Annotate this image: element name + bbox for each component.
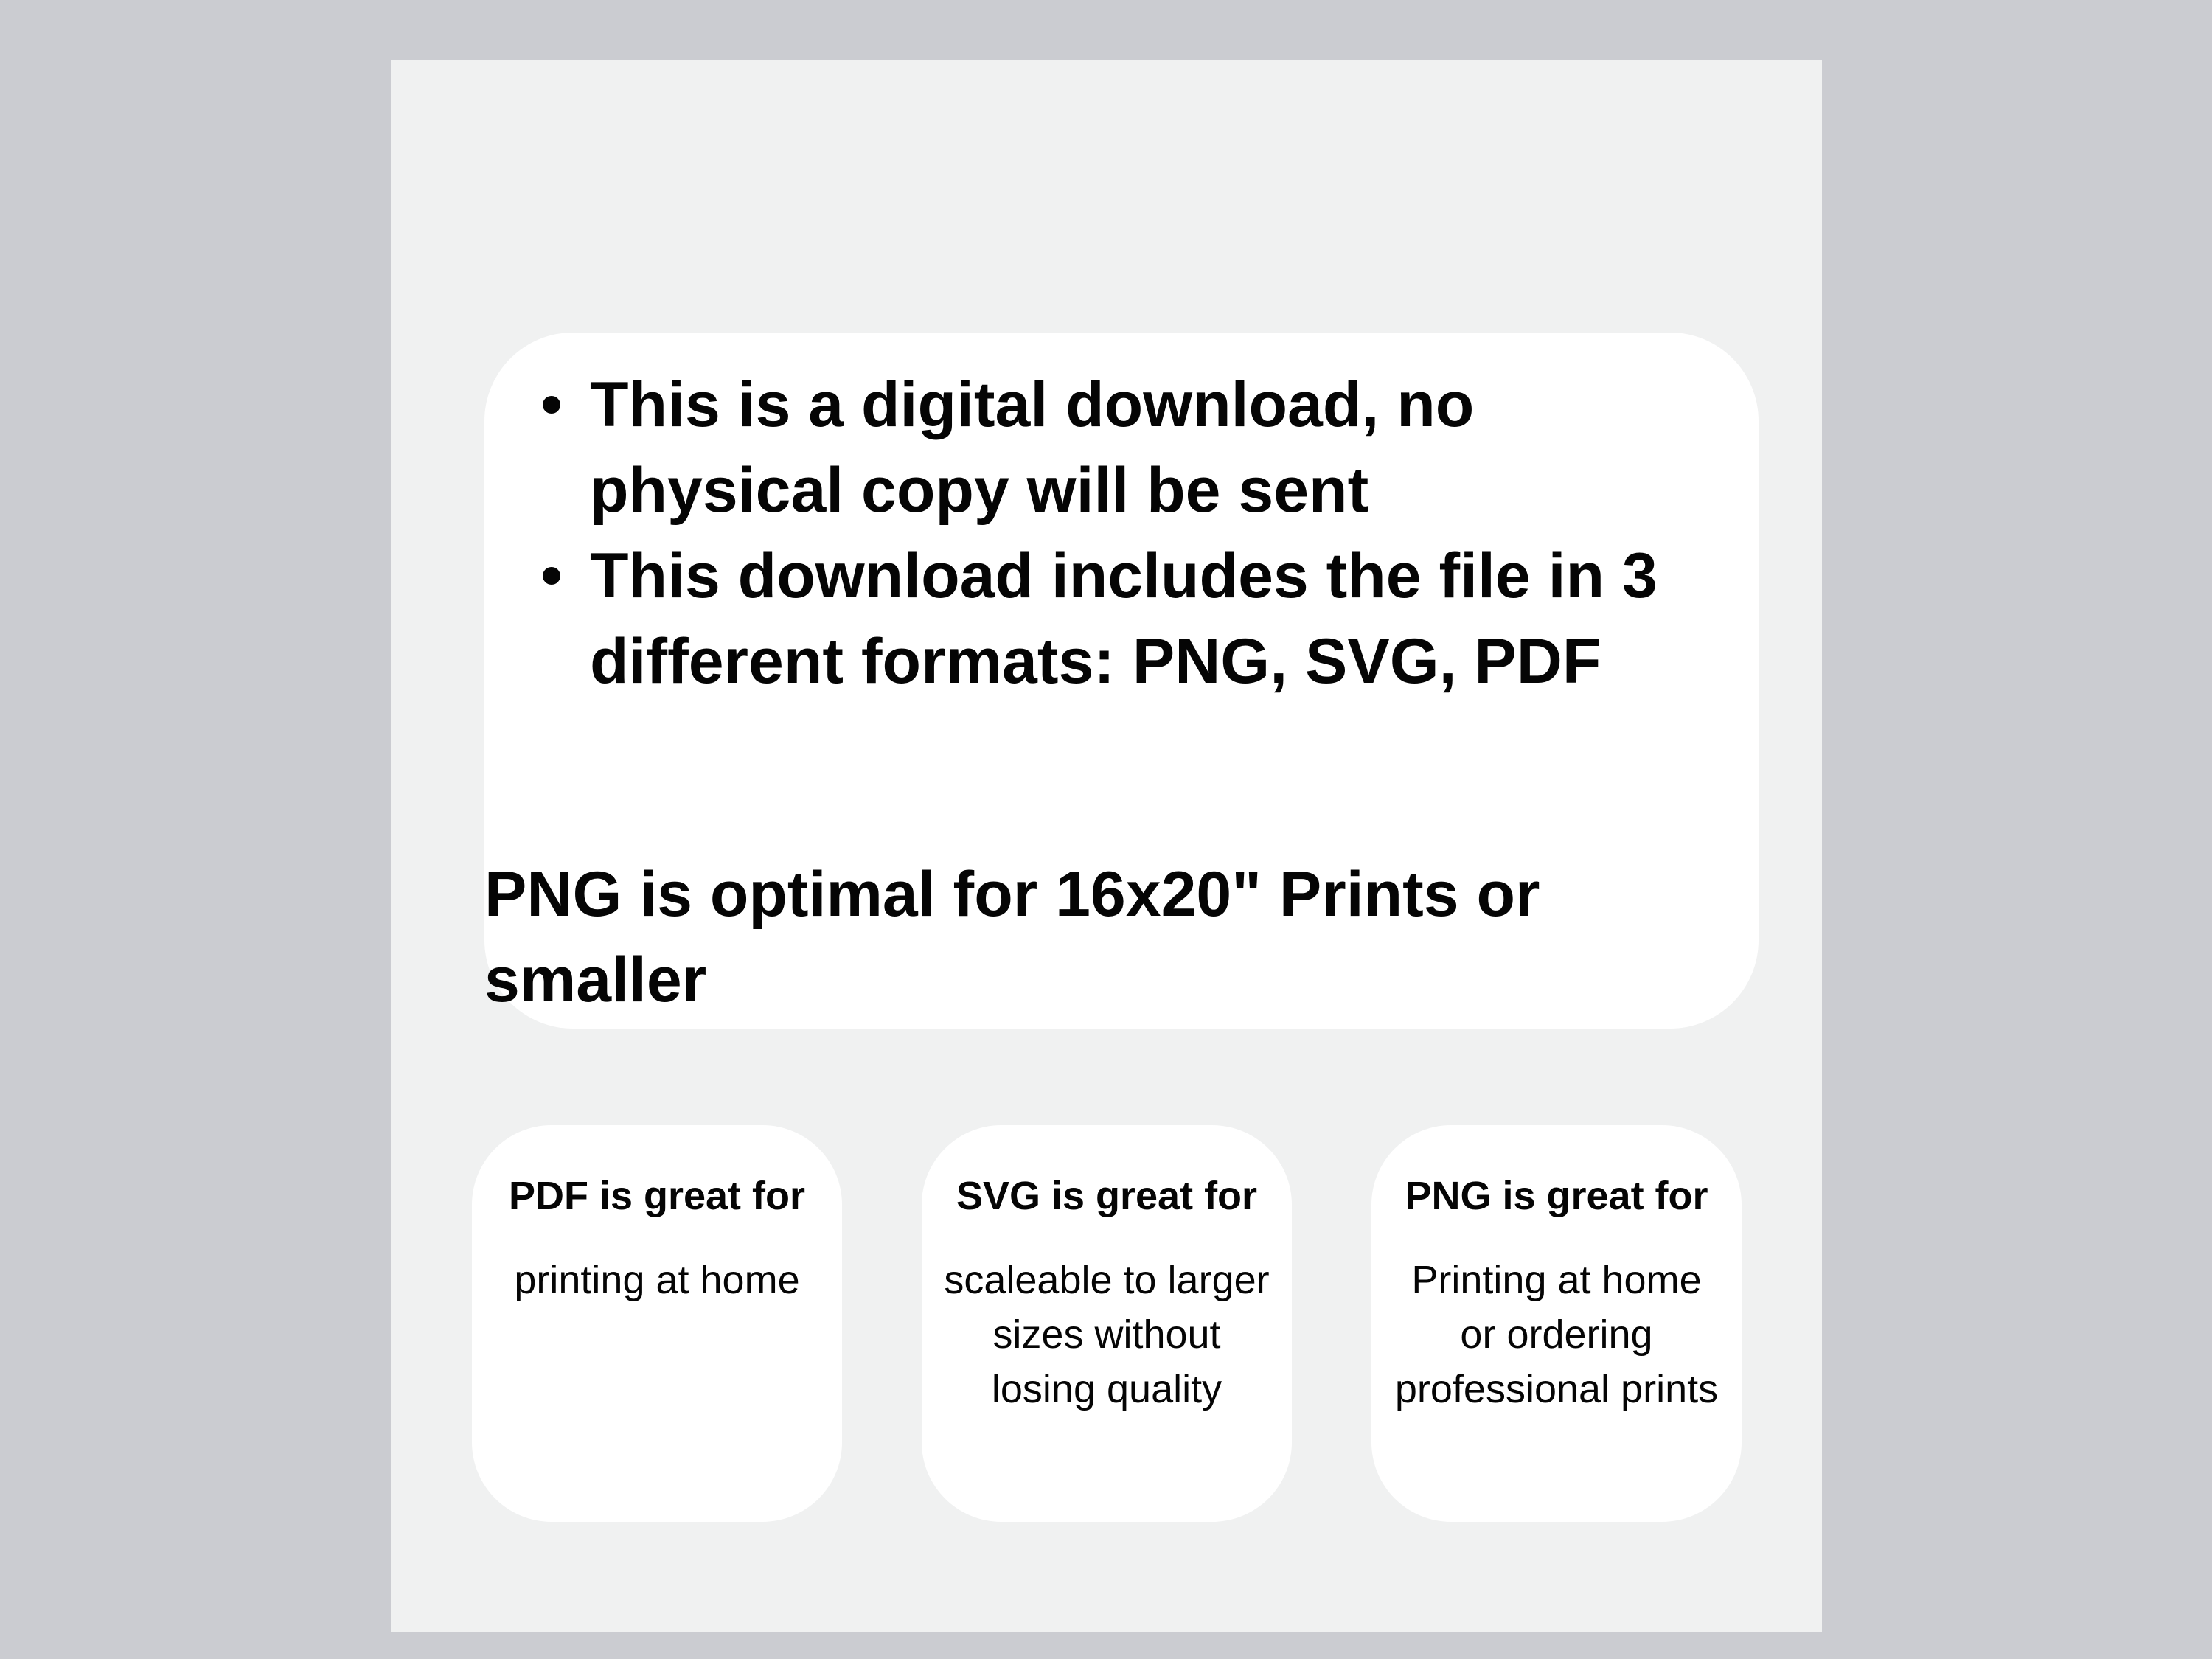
list-item — [590, 533, 1723, 704]
bullet-icon — [543, 567, 560, 585]
format-card-description: scaleable to larger sizes without losing quality — [944, 1258, 1270, 1411]
bullet-text: This download includes the file in 3 different formats: PNG, SVG, PDF — [590, 540, 1658, 697]
png-format-card — [1371, 1125, 1742, 1522]
png-size-note: PNG is optimal for 16x20" Prints or smaller — [484, 859, 1540, 1015]
download-info-card — [484, 333, 1759, 1029]
bullet-text: This is a digital download, no physical copy will be sent — [590, 369, 1475, 526]
format-card-title: PNG is great for — [1405, 1174, 1708, 1218]
list-item — [590, 362, 1723, 533]
pdf-format-card — [472, 1125, 842, 1522]
bullet-icon — [543, 396, 560, 414]
format-card-title: SVG is great for — [956, 1174, 1258, 1218]
format-card-description: printing at home — [514, 1258, 800, 1302]
format-card-title: PDF is great for — [508, 1174, 806, 1218]
download-info-list — [484, 362, 1723, 704]
page-canvas — [391, 60, 1822, 1632]
format-card-description: Printing at home or ordering professional prints — [1394, 1258, 1719, 1411]
svg-format-card — [922, 1125, 1292, 1522]
